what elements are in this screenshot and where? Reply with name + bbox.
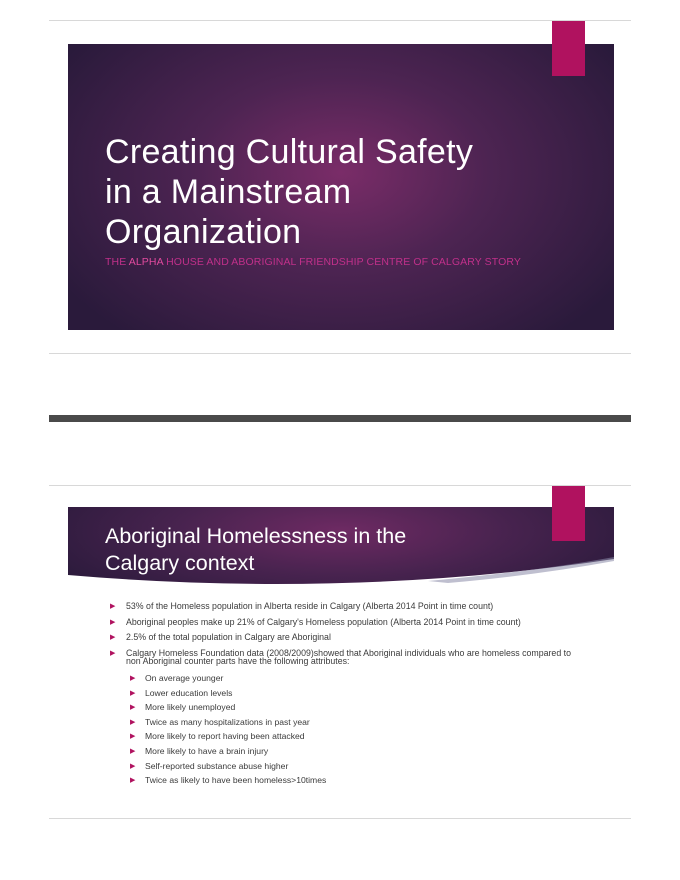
bullet-arrow-icon: ▶ — [130, 777, 136, 785]
bullet-text: More likely unemployed — [145, 702, 236, 713]
bullet-text: Calgary Homeless Foundation data (2008/2009)showed that Aboriginal individuals who are homeless compared to non Aboriginal counter parts have the following attributes: — [126, 647, 571, 667]
title-line: Organization — [105, 213, 302, 251]
subtitle-suffix: HOUSE AND ABORIGINAL FRIENDSHIP CENTRE OF CALGARY STORY — [163, 256, 521, 268]
top-rule — [49, 20, 631, 21]
bullet-text: More likely to report having been attacked — [145, 731, 305, 742]
bullet-text: Lower education levels — [145, 687, 233, 698]
bullet-arrow-icon: ▶ — [110, 618, 116, 626]
bullet-arrow-icon: ▶ — [110, 649, 116, 657]
bottom-rule — [49, 818, 631, 819]
bullet-text: 2.5% of the total population in Calgary are Aboriginal — [126, 632, 331, 643]
title-line: Aboriginal Homelessness in the — [105, 524, 407, 548]
bullet-text: Self-reported substance abuse higher — [145, 760, 289, 771]
bullet-item — [110, 618, 580, 627]
content-slide — [68, 507, 614, 807]
subtitle-alpha: ALPHA — [128, 256, 164, 268]
sub-bullet-item — [130, 717, 580, 727]
sub-bullet-item — [130, 731, 580, 741]
subtitle-prefix: THE — [105, 256, 129, 268]
bullet-arrow-icon: ▶ — [130, 747, 136, 755]
sub-bullet-item — [130, 746, 580, 756]
bullet-list — [110, 602, 580, 790]
bullet-text: Aboriginal peoples make up 21% of Calgary's Homeless population (Alberta 2014 Point in time count) — [126, 616, 521, 627]
sub-bullet-item — [130, 673, 580, 683]
bullet-arrow-icon: ▶ — [130, 718, 136, 726]
bullet-arrow-icon: ▶ — [130, 704, 136, 712]
title-slide — [68, 44, 614, 330]
bullet-text: Twice as likely to have been homeless>10times — [145, 775, 327, 786]
title-line: Calgary context — [105, 551, 255, 575]
bullet-item — [110, 633, 580, 642]
page-separator — [49, 415, 631, 422]
accent-tab — [552, 486, 585, 541]
accent-tab — [552, 21, 585, 76]
bullet-arrow-icon: ▶ — [130, 733, 136, 741]
sub-bullet-item — [130, 775, 580, 785]
slide-title — [105, 523, 525, 577]
slide-header-band — [68, 507, 614, 587]
slide1-bottom-rule — [49, 353, 631, 354]
bullet-text: Twice as many hospitalizations in past year — [145, 716, 310, 727]
bullet-arrow-icon: ▶ — [110, 634, 116, 642]
sub-bullet-item — [130, 688, 580, 698]
bullet-arrow-icon: ▶ — [130, 689, 136, 697]
title-line: in a Mainstream — [105, 173, 352, 211]
bullet-arrow-icon: ▶ — [130, 674, 136, 682]
bullet-arrow-icon: ▶ — [110, 603, 116, 610]
slide-title — [105, 132, 575, 252]
bullet-text: 53% of the Homeless population in Alberta reside in Calgary (Alberta 2014 Point in time count) — [126, 601, 494, 611]
sub-bullet-item — [130, 702, 580, 712]
bullet-text: More likely to have a brain injury — [145, 745, 269, 756]
sub-bullet-item — [130, 761, 580, 771]
bullet-item — [110, 649, 580, 666]
slide-subtitle — [105, 256, 605, 268]
bullet-arrow-icon: ▶ — [130, 762, 136, 770]
title-line: Creating Cultural Safety — [105, 133, 474, 171]
slide2-top-rule — [49, 485, 631, 486]
bullet-item — [110, 602, 580, 611]
bullet-text: On average younger — [145, 672, 224, 683]
